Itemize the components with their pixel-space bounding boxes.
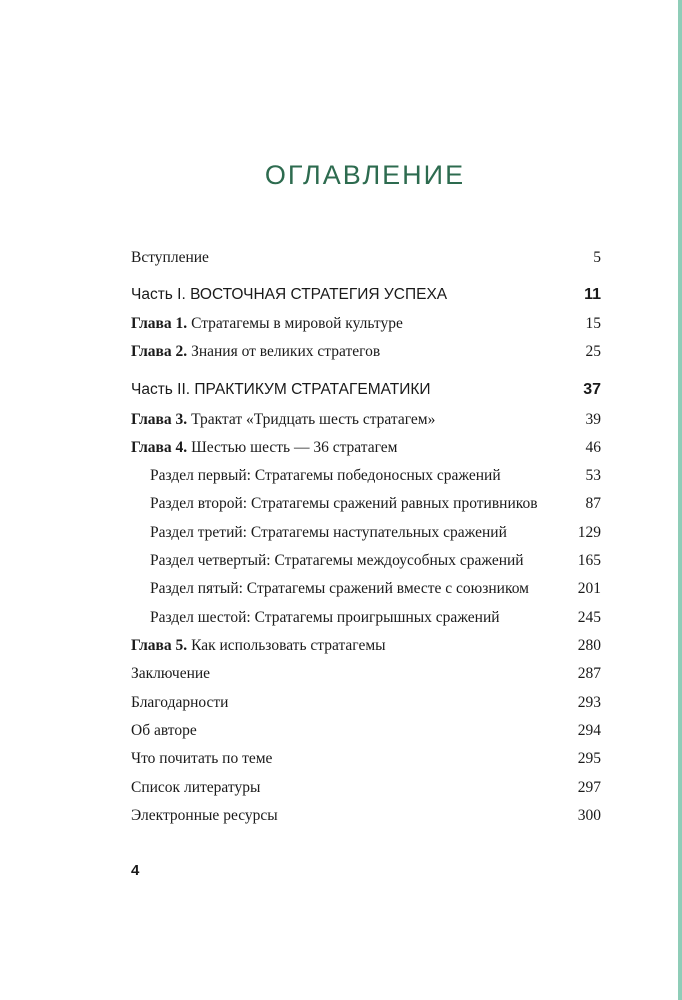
entry-page: 39 [585, 411, 601, 428]
toc-chapter-entry[interactable] [131, 343, 601, 367]
toc-chapter-entry[interactable] [131, 637, 601, 661]
entry-page: 165 [577, 552, 601, 569]
toc-entry[interactable] [131, 807, 601, 831]
entry-label [131, 286, 447, 304]
toc-chapter-entry[interactable] [131, 315, 601, 339]
toc-part-entry[interactable] [131, 381, 601, 405]
entry-title: Раздел третий: Стратагемы наступательных сражений [150, 524, 507, 541]
entry-label [131, 779, 260, 797]
entry-page: 11 [584, 286, 601, 303]
entry-title: Благодарности [131, 694, 229, 711]
entry-label [131, 467, 501, 485]
page-title: ОГЛАВЛЕНИЕ [264, 160, 466, 190]
toc-entry[interactable] [131, 722, 601, 746]
entry-title: Часть I. ВОСТОЧНАЯ СТРАТЕГИЯ УСПЕХА [131, 286, 448, 303]
entry-page: 25 [585, 343, 601, 360]
toc-entry[interactable] [131, 249, 601, 273]
entry-label [131, 315, 403, 333]
entry-page: 295 [577, 750, 601, 767]
entry-page: 46 [585, 439, 601, 456]
entry-label [131, 524, 507, 542]
entry-label [131, 381, 431, 399]
entry-title: Раздел первый: Стратагемы победоносных сражений [150, 467, 501, 484]
entry-label [131, 665, 210, 683]
entry-label [131, 411, 435, 429]
entry-title: Раздел второй: Стратагемы сражений равных противников [150, 495, 538, 512]
entry-page: 53 [585, 467, 601, 484]
toc-entry[interactable] [131, 694, 601, 718]
entry-label [131, 750, 272, 768]
toc-entry[interactable] [131, 750, 601, 774]
entry-label [131, 439, 397, 457]
chapter-prefix: Глава 5. [131, 637, 188, 654]
entry-label [131, 609, 500, 627]
entry-page: 294 [577, 722, 601, 739]
entry-title: Часть II. ПРАКТИКУМ СТРАТАГЕМАТИКИ [131, 381, 431, 398]
entry-label [131, 343, 380, 361]
entry-label [131, 495, 538, 513]
toc-entry[interactable] [131, 779, 601, 803]
entry-label [131, 807, 278, 825]
toc-entry[interactable] [131, 665, 601, 689]
toc-section-entry[interactable] [131, 524, 601, 548]
entry-page: 5 [593, 249, 601, 266]
entry-label [131, 637, 386, 655]
chapter-prefix: Глава 3. [131, 411, 188, 428]
entry-page: 280 [577, 637, 601, 654]
entry-page: 300 [577, 807, 601, 824]
chapter-prefix: Глава 4. [131, 439, 188, 456]
page-number: 4 [131, 862, 140, 879]
entry-page: 129 [577, 524, 601, 541]
entry-title: Раздел пятый: Стратагемы сражений вместе с союзником [150, 580, 529, 597]
entry-title: Знания от великих стратегов [187, 343, 381, 360]
entry-title: Раздел шестой: Стратагемы проигрышных сражений [150, 609, 500, 626]
entry-title: Шестью шесть — 36 стратагем [187, 439, 398, 456]
toc-part-entry[interactable] [131, 286, 601, 310]
entry-page: 293 [577, 694, 601, 711]
entry-title: Трактат «Тридцать шесть стратагем» [187, 411, 436, 428]
chapter-prefix: Глава 1. [131, 315, 188, 332]
toc-section-entry[interactable] [131, 580, 601, 604]
toc-chapter-entry[interactable] [131, 439, 601, 463]
entry-title: Вступление [131, 249, 209, 266]
entry-label [131, 552, 524, 570]
entry-title: Как использовать стратагемы [187, 637, 386, 654]
toc-chapter-entry[interactable] [131, 411, 601, 435]
toc-section-entry[interactable] [131, 609, 601, 633]
entry-page: 201 [577, 580, 601, 597]
toc-section-entry[interactable] [131, 495, 601, 519]
entry-title: Раздел четвертый: Стратагемы междоусобных сражений [150, 552, 524, 569]
entry-page: 15 [585, 315, 601, 332]
chapter-prefix: Глава 2. [131, 343, 188, 360]
entry-page: 87 [585, 495, 601, 512]
entry-page: 287 [577, 665, 601, 682]
entry-page: 37 [583, 381, 601, 398]
entry-page: 297 [577, 779, 601, 796]
entry-title: Что почитать по теме [131, 750, 273, 767]
entry-title: Заключение [131, 665, 211, 682]
entry-title: Электронные ресурсы [131, 807, 278, 824]
toc-section-entry[interactable] [131, 552, 601, 576]
entry-label [131, 722, 197, 740]
entry-title: Об авторе [131, 722, 197, 739]
entry-label [131, 249, 209, 267]
entry-page: 245 [577, 609, 601, 626]
entry-label [131, 694, 228, 712]
entry-title: Стратагемы в мировой культуре [187, 315, 403, 332]
page-edge-strip [678, 0, 682, 1000]
toc-section-entry[interactable] [131, 467, 601, 491]
entry-title: Список литературы [131, 779, 261, 796]
entry-label [131, 580, 529, 598]
